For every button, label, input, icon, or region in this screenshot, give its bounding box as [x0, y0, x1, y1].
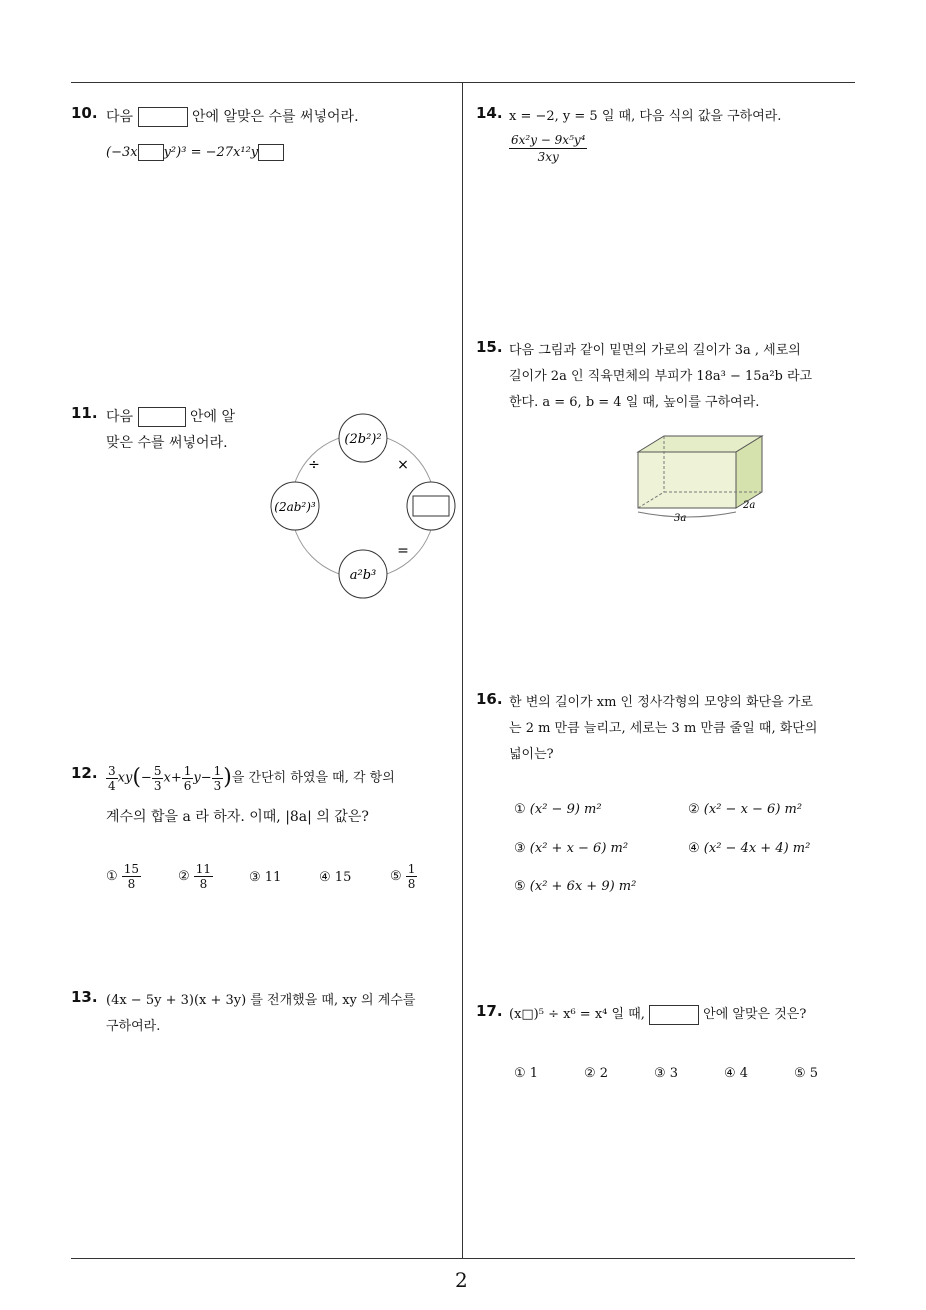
question-text: 다음 그림과 같이 밑면의 가로의 길이가 3a , 세로의 길이가 2a 인 직육면체의 부피가 18a³ − 15a²b 라고 한다. a = 6, b = 4 일 때, 높이를 구하여라. — [509, 343, 813, 410]
op-times: × — [397, 457, 409, 473]
question-11 — [71, 404, 451, 604]
op-equals: = — [397, 543, 409, 559]
question-text: (x□)⁵ ÷ x⁶ = x⁴ 일 때, 안에 알맞은 것은? — [509, 1002, 806, 1028]
answer-box — [413, 496, 449, 516]
answer-box[interactable] — [138, 144, 164, 161]
question-text: 한 변의 길이가 xm 인 정사각형의 모양의 화단을 가로 는 2 m 만큼 늘리고, 세로는 3 m 만큼 줄일 때, 화단의 넓이는? — [509, 695, 818, 762]
answer-box[interactable] — [649, 1005, 699, 1025]
option-1[interactable]: ① (x² − 9) m² — [514, 802, 602, 817]
question-12 — [71, 760, 456, 900]
node-bottom-label: a²b³ — [349, 568, 377, 583]
question-number: 13. — [71, 988, 98, 1006]
question-expression: (−3x y²)³ = −27x¹²y — [106, 140, 284, 166]
op-divide: ÷ — [308, 457, 320, 473]
answer-box[interactable] — [138, 407, 186, 427]
question-14 — [476, 104, 856, 174]
question-16 — [476, 690, 861, 900]
question-number: 15. — [476, 338, 503, 356]
bottom-rule — [71, 1258, 855, 1259]
page-number: 2 — [455, 1268, 468, 1292]
node-left-label: (2ab²)³ — [274, 500, 316, 514]
label-depth: 2a — [743, 500, 756, 511]
question-text: (4x − 5y + 3)(x + 3y) 를 전개했을 때, xy 의 계수를 구하여라. — [106, 993, 416, 1034]
question-number: 14. — [476, 104, 503, 122]
option-5[interactable]: ⑤ (x² + 6x + 9) m² — [514, 879, 637, 894]
option-1[interactable]: ① 1 — [514, 1066, 539, 1081]
option-4[interactable]: ④ 15 — [319, 870, 352, 885]
option-1[interactable]: ① $\frac{15}{8}$ — [106, 862, 140, 891]
column-divider — [462, 83, 463, 1259]
label-width: 3a — [674, 513, 687, 524]
question-number: 10. — [71, 104, 98, 122]
answer-box[interactable] — [138, 107, 188, 127]
question-number: 16. — [476, 690, 503, 708]
cycle-diagram — [267, 412, 467, 602]
question-text: $\frac{3}{4}$ xy(− $\frac{5}{3}$ x+ $\frac{1}{6}$ y− $\frac{1}{3}$ )을 간단히 하였을 때, 각 항의 — [108, 763, 395, 793]
answer-box[interactable] — [258, 144, 284, 161]
option-3[interactable]: ③ 3 — [654, 1066, 679, 1081]
question-fraction: 6x²y − 9x⁵y⁴ 3xy — [511, 133, 586, 164]
options — [106, 856, 456, 896]
option-2[interactable]: ② 2 — [584, 1066, 609, 1081]
cuboid-figure — [632, 432, 772, 528]
question-10 — [71, 104, 451, 184]
question-text: 다음 안에 알 맞은 수를 써넣어라. — [106, 409, 235, 451]
question-number: 11. — [71, 404, 98, 422]
node-top-label: (2b²)² — [344, 432, 382, 447]
question-text: 다음 안에 알맞은 수를 써넣어라. — [106, 109, 359, 125]
option-2[interactable]: ② $\frac{11}{8}$ — [178, 862, 212, 891]
question-15 — [476, 338, 861, 528]
question-number: 12. — [71, 764, 98, 782]
option-4[interactable]: ④ (x² − 4x + 4) m² — [688, 841, 811, 856]
question-number: 17. — [476, 1002, 503, 1020]
question-17 — [476, 1002, 861, 1092]
question-text-2: 계수의 합을 a 라 하자. 이때, |8a| 의 값은? — [106, 809, 369, 825]
question-text: x = −2, y = 5 일 때, 다음 식의 값을 구하여라. — [509, 109, 782, 124]
question-13 — [71, 988, 456, 1048]
option-3[interactable]: ③ (x² + x − 6) m² — [514, 841, 629, 856]
option-5[interactable]: ⑤ $\frac{1}{8}$ — [390, 862, 416, 891]
top-rule — [71, 82, 855, 83]
option-5[interactable]: ⑤ 5 — [794, 1066, 819, 1081]
option-4[interactable]: ④ 4 — [724, 1066, 749, 1081]
option-3[interactable]: ③ 11 — [249, 870, 282, 885]
option-2[interactable]: ② (x² − x − 6) m² — [688, 802, 803, 817]
